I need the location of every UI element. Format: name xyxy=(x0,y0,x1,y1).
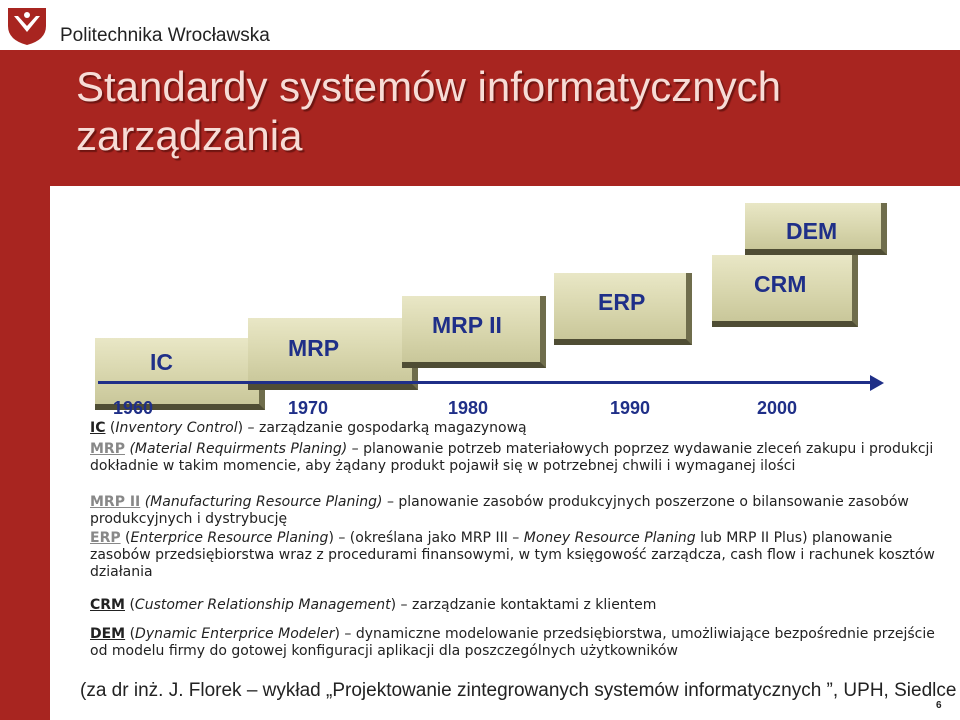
timeline-box-label: IC xyxy=(150,349,173,375)
term-abbr: MRP II xyxy=(90,494,141,510)
term-full-name: Enterprice Resource Planing xyxy=(130,530,329,546)
term-paren: ( xyxy=(125,626,136,642)
term-full-name: (Material Requirments Planing) xyxy=(129,441,348,457)
timeline-box-label: DEM xyxy=(786,218,838,244)
term-aside: ) – (określana jako MRP III – xyxy=(328,530,524,546)
term-paren: ( xyxy=(120,530,131,546)
timeline-year: 1970 xyxy=(288,398,329,418)
term-abbr: CRM xyxy=(90,597,125,613)
source-citation: (za dr inż. J. Florek – wykład „Projektowanie zintegrowanych systemów informatycznych ”, UPH, Siedlce xyxy=(80,680,957,701)
timeline-year: 2000 xyxy=(757,398,798,418)
timeline-axis xyxy=(98,381,873,384)
term-paren: ( xyxy=(105,420,116,436)
term-description: – planowanie potrzeb materiałowych poprzez wydawanie zleceń zakupu i produkcji dokładnie w takim momencie, aby żądany produkt pojawił się w potrzebnej chwili i wymaganej ilości xyxy=(90,441,934,474)
term-full-name: Dynamic Enterprice Modeler xyxy=(135,626,335,642)
term-abbr: MRP xyxy=(90,441,125,457)
timeline-box-label: ERP xyxy=(598,289,646,315)
timeline-year: 1960 xyxy=(113,398,154,418)
term-full-name-2: Money Resource Planing xyxy=(523,530,696,546)
term-full-name: (Manufacturing Resource Planing) xyxy=(144,494,383,510)
definition-crm xyxy=(90,597,950,614)
definition-erp xyxy=(90,530,950,581)
page-number: 6 xyxy=(936,700,942,711)
term-description: ) – zarządzanie kontaktami z klientem xyxy=(390,597,657,613)
definition-mrp2 xyxy=(90,494,950,528)
term-abbr: ERP xyxy=(90,530,121,546)
timeline-box-label: CRM xyxy=(754,271,807,297)
timeline-year: 1980 xyxy=(448,398,489,418)
slide-title: Standardy systemów informatycznych zarządzania xyxy=(76,63,781,159)
term-description: ) – dynamiczne modelowanie przedsiębiorstwa, umożliwiające bezpośrednie przejście od modelu firmy do gotowej konfiguracji aplikacji dla poszczególnych użytkowników xyxy=(90,626,935,659)
term-full-name: Customer Relationship Management xyxy=(134,597,391,613)
term-paren: ( xyxy=(125,597,135,613)
timeline-arrowhead xyxy=(870,375,884,391)
university-name: Politechnika Wrocławska xyxy=(60,25,270,46)
term-abbr: DEM xyxy=(90,626,126,642)
term-description: ) – zarządzanie gospodarką magazynową xyxy=(237,420,527,436)
timeline-box-label: MRP II xyxy=(432,312,502,338)
term-abbr: IC xyxy=(90,420,106,436)
term-description: – planowanie zasobów produkcyjnych poszerzone o bilansowanie zasobów produkcyjnych i dystrybucję xyxy=(90,494,909,527)
timeline-box-label: MRP xyxy=(288,335,340,361)
timeline-year: 1990 xyxy=(610,398,651,418)
university-crest-icon xyxy=(6,6,48,46)
definition-ic xyxy=(90,420,950,437)
term-description: lub MRP II Plus) planowanie zasobów przedsiębiorstwa wraz z procedurami finansowymi, w tym księgowość zarządcza, cash flow i rachunek kosztów działania xyxy=(90,530,935,580)
definition-mrp xyxy=(90,441,950,475)
definition-dem xyxy=(90,626,950,660)
term-full-name: Inventory Control xyxy=(115,420,238,436)
left-brand-bar xyxy=(0,50,50,720)
